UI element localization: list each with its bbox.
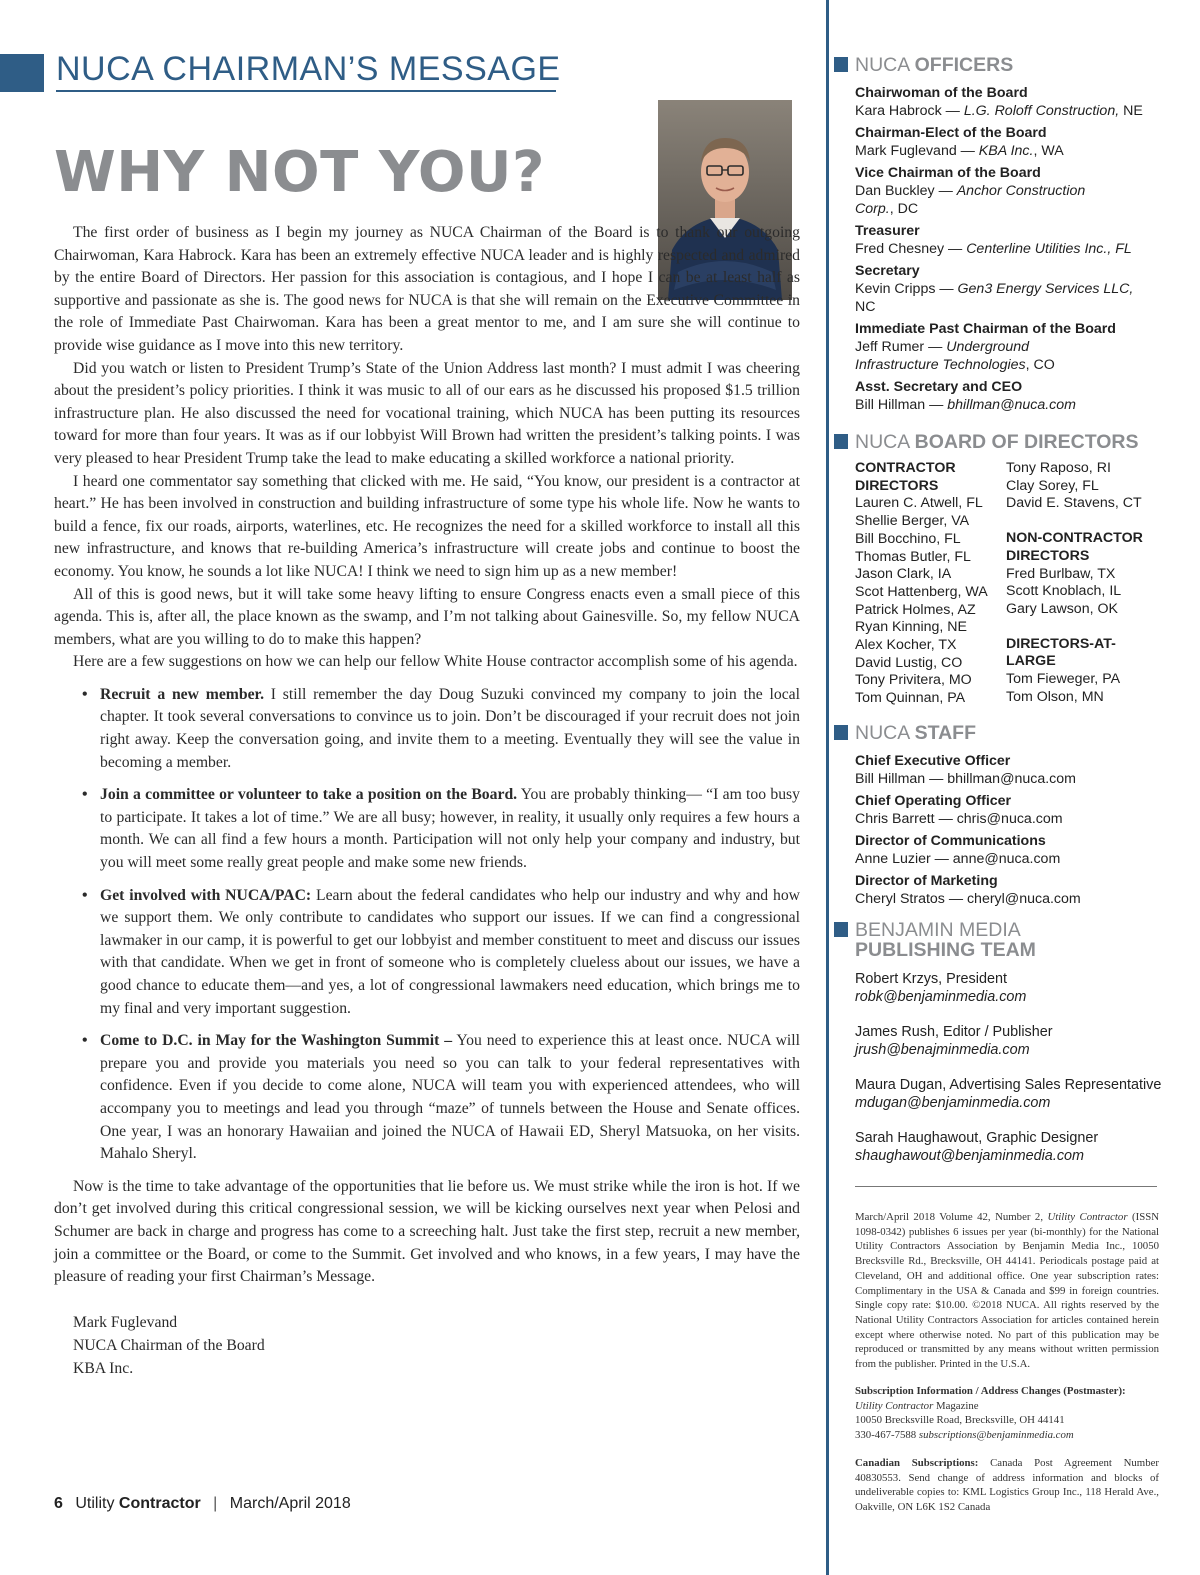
bullet-text: You are probably thinking— “I am too busy to participate. It takes a lot of time.” We are all busy; however, in reality, it usually only requires a few hours a month. We can all find a few hours a month. Participation will not only help your company and industry, but you will meet some really great people and make some new friends. [100, 786, 800, 872]
page-footer [54, 1495, 351, 1513]
officer-org: Gen3 Energy Services LLC, [957, 281, 1134, 297]
officer-name [855, 240, 1155, 258]
bullet-text: I still remember the day Doug Suzuki convinced my company to join the local chapter. It took several conversations to convince us to join. Don’t be discouraged if your recruit does not join right away. Keep the conversation going, and invite them to a meeting. Eventually they will see the value in becoming a member. [100, 685, 800, 771]
subscription-magazine-suffix: Magazine [933, 1399, 979, 1412]
director-name: David Lustig, CO [855, 654, 963, 671]
contractor-directors-column [855, 460, 1005, 708]
member-name: Sarah Haughawout, Graphic Designer [855, 1130, 1099, 1146]
director-name: Bill Bocchino, FL [855, 530, 961, 547]
heading-light: NUCA [855, 431, 910, 453]
officer-role: Vice Chairman of the Board [855, 165, 1041, 181]
heading-bold: BOARD OF DIRECTORS [914, 431, 1139, 453]
subscription-magazine: Utility Contractor [855, 1399, 934, 1412]
list-item [100, 684, 800, 774]
director-name: Clay Sorey, FL [1006, 477, 1099, 494]
suggestion-list [100, 684, 800, 1166]
director-name: Alex Kocher, TX [855, 637, 957, 654]
signature-title: NUCA Chairman of the Board [73, 1336, 265, 1354]
officers-list [855, 85, 1155, 419]
member-email[interactable]: robk@benjaminmedia.com [855, 989, 1027, 1005]
list-item [855, 165, 1155, 218]
director-name: Lauren C. Atwell, FL [855, 495, 983, 512]
officer-org: Anchor Construction Corp. [855, 183, 1086, 217]
bullet-lead: Join a committee or volunteer to take a position on the Board. [100, 786, 518, 804]
section-title: NUCA CHAIRMAN’S MESSAGE [56, 50, 561, 88]
director-name: Tony Raposo, RI [1006, 460, 1111, 476]
heading-marker [834, 725, 848, 740]
director-name: David E. Stavens, CT [1006, 495, 1142, 512]
article-paragraph: I heard one commentator say something that clicked with me. He said, “You know, our president is a contractor at heart.” He has been involved in construction and building infrastructure of some type his whole life. Now he wants to build a fence, fix our roads, airports, waterlines, etc. He recognizes the need for a skilled workforce to install all this new infrastructure, and knows that re-building America’s infrastructure will create jobs and continue to boost the economy. You know, he sounds a lot like NUCA! I think we need to sign him up as a new member! [54, 472, 800, 580]
masthead-text: March/April 2018 Volume 42, Number 2, [855, 1211, 1048, 1223]
subscription-phone: 330-467-7588 [855, 1429, 919, 1442]
contractor-directors-label: CONTRACTOR DIRECTORS [855, 460, 956, 494]
heading-bold: PUBLISHING TEAM [855, 939, 1036, 961]
page-number: 6 [54, 1495, 63, 1512]
publishing-member [855, 1023, 1053, 1059]
officer-org: Centerline Utilities Inc., FL [966, 241, 1132, 257]
staff-list [855, 753, 1155, 913]
list-item [855, 833, 1155, 868]
member-email[interactable]: mdugan@benjaminmedia.com [855, 1095, 1051, 1111]
subscription-address: 10050 Brecksville Road, Brecksville, OH 44141 [855, 1414, 1065, 1427]
director-name: Tony Privitera, MO [855, 672, 972, 689]
board-heading [834, 431, 1139, 454]
publishing-member [855, 1076, 1161, 1112]
subscription-email[interactable]: subscriptions@benjaminmedia.com [918, 1429, 1074, 1442]
bullet-text: You need to experience this at least once. NUCA will prepare you and provide you materials you need so you can talk to your federal representatives with confidence. Even if you decide to come alone, NUCA will team you with experienced attendees, who will accompany you to meetings and lead you through “maze” of tunnels between the House and Senate offices. One year, I was an honorary Hawaiian and joined the NUCA of Hawaii ED, Sheryl Matsuoka, on her visits. Mahalo Sheryl. [100, 1032, 800, 1163]
officer-person: Jeff Rumer — [855, 339, 947, 355]
officers-heading [834, 54, 1013, 77]
article-paragraph: All of this is good news, but it will take some heavy lifting to ensure Congress enacts even a small piece of this agenda. This is, after all, the place known as the swamp, and I’m not talking about Gainesville. So, my fellow NUCA members, what are you willing to do to make this happen? [54, 585, 800, 648]
director-name: Ryan Kinning, NE [855, 619, 967, 636]
list-item [855, 379, 1155, 414]
officer-name [855, 142, 1155, 160]
issue-date: March/April 2018 [229, 1495, 351, 1512]
officer-loc: , WA [1033, 143, 1064, 159]
member-name: James Rush, Editor / Publisher [855, 1024, 1053, 1040]
list-item [100, 784, 800, 874]
noncontractor-directors-label: NON-CONTRACTOR DIRECTORS [1006, 530, 1143, 564]
list-item [855, 263, 1155, 316]
member-email[interactable]: jrush@benajminmedia.com [855, 1042, 1030, 1058]
list-item [855, 85, 1155, 120]
officer-loc: , DC [889, 201, 919, 217]
heading-light: NUCA [855, 54, 910, 76]
director-name: Patrick Holmes, AZ [855, 601, 976, 618]
heading-light: BENJAMIN MEDIA [855, 919, 1021, 941]
canadian-text: Canada Post Agreement Number 40830553. Send change of address information and blocks of undeliverable copies to: KML Logistics Group Inc., 118 Herald Ave., Oakville, ON L6K 1S2 Canada [855, 1457, 1159, 1514]
heading-light: NUCA [855, 722, 910, 744]
member-email[interactable]: shaughawout@benjaminmedia.com [855, 1148, 1084, 1164]
subscription-info [855, 1384, 1159, 1443]
officer-name [855, 338, 1115, 374]
list-item [855, 793, 1155, 828]
list-item [855, 753, 1155, 788]
directors-at-large-list [1006, 671, 1156, 706]
officer-email[interactable]: bhillman@nuca.com [947, 397, 1076, 413]
publishing-heading [834, 920, 1036, 960]
article-paragraph: Here are a few suggestions on how we can help our fellow White House contractor accomplish some of his agenda. [73, 653, 798, 671]
staff-contact: Anne Luzier — anne@nuca.com [855, 851, 1061, 867]
staff-role: Chief Operating Officer [855, 793, 1012, 809]
officer-role: Treasurer [855, 223, 920, 239]
officer-org: Underground Infrastructure Technologies [855, 339, 1030, 373]
officer-name [855, 182, 1095, 218]
officer-role: Secretary [855, 263, 920, 279]
section-title-rule [56, 90, 556, 92]
staff-contact: Chris Barrett — chris@nuca.com [855, 811, 1063, 827]
officer-org: KBA Inc. [978, 143, 1034, 159]
masthead-text: (ISSN 1098-0342) publishes 6 issues per year (bi-monthly) for the National Utility Contractors Association by Benjamin Media Inc., 10050 Brecksville Rd., Brecksville, OH 44141. Periodicals postage paid at Cleveland, OH and additional office. One year subscription rates: Complimentary in the USA & Canada and $99 in foreign countries. Single copy rate: $10.00. ©2018 NUCA. All rights reserved by the National Utility Contractors Association for articles contained herein except where otherwise noted. No part of this publication may be reproduced or transmitted by any means without written permission from the publisher. Printed in the U.S.A. [855, 1211, 1160, 1371]
directors-at-large-label: DIRECTORS-AT-LARGE [1006, 635, 1116, 670]
officer-loc: NC [855, 299, 876, 315]
bullet-lead: Recruit a new member. [100, 685, 264, 703]
list-item [100, 885, 800, 1021]
staff-contact: Cheryl Stratos — cheryl@nuca.com [855, 891, 1081, 907]
officer-loc: , CO [1025, 357, 1055, 373]
masthead-magazine: Utility Contractor [1047, 1211, 1128, 1223]
staff-heading [834, 722, 976, 745]
heading-bold: STAFF [914, 722, 976, 744]
director-name: Jason Clark, IA [855, 566, 952, 583]
officer-person: Fred Chesney — [855, 241, 967, 257]
officer-name [855, 102, 1155, 120]
article-paragraph: The first order of business as I begin my journey as NUCA Chairman of the Board is to thank our outgoing Chairwoman, Kara Habrock. Kara has been an extremely effective NUCA leader and is highly respected and admired by the entire Board of Directors. Her passion for this association is contagious, and I hope I can be at least half as supportive and passionate as she is. The good news for NUCA is that she will remain on the Executive Committee in the role of Immediate Past Chairwoman. Kara has been a great mentor to me, and I am sure she will continue to provide wise guidance as I move into this new territory. [54, 224, 800, 354]
officer-name [855, 396, 1155, 414]
section-marker [0, 54, 44, 92]
bullet-lead: Get involved with NUCA/PAC: [100, 886, 312, 904]
magazine-name-light: Utility [75, 1495, 115, 1512]
bullet-lead: Come to D.C. in May for the Washington Summit – [100, 1032, 453, 1050]
officer-person: Mark Fuglevand — [855, 143, 979, 159]
heading-bold: OFFICERS [914, 54, 1014, 76]
contractor-directors-list [855, 495, 1005, 707]
director-name: Tom Fieweger, PA [1006, 671, 1121, 688]
signature-name: Mark Fuglevand [73, 1313, 178, 1331]
list-item [855, 873, 1155, 908]
officer-person: Kara Habrock — [855, 103, 964, 119]
director-name: Tom Quinnan, PA [855, 690, 966, 707]
list-item [855, 321, 1155, 374]
sidebar-rule [855, 1186, 1157, 1187]
member-name: Robert Krzys, President [855, 971, 1007, 987]
canadian-subscriptions [855, 1456, 1159, 1515]
officer-org: L.G. Roloff Construction, [963, 103, 1120, 119]
staff-role: Director of Marketing [855, 873, 998, 889]
contractor-directors-list-continued [1006, 460, 1156, 513]
officer-role: Immediate Past Chairman of the Board [855, 321, 1116, 337]
officer-person: Dan Buckley — [855, 183, 957, 199]
list-item [855, 125, 1155, 160]
officer-role: Chairman-Elect of the Board [855, 125, 1047, 141]
bullet-text: Learn about the federal candidates who help our industry and why and how we support them. We only contribute to candidates who support our issues. If we can find a congressional lawmaker in our camp, it is powerful to get our lobbyist and member constituent to meet and discuss our issues with that candidate. When we get in front of someone who is completely clueless about our issues, we have a good chance to educate them—and yes, a lot of congressional lawmakers need education, which brings me to my final and very important suggestion. [100, 886, 800, 1017]
magazine-name-bold: Contractor [118, 1495, 201, 1512]
director-name: Tom Olson, MN [1006, 688, 1104, 705]
footer-separator: | [213, 1495, 218, 1512]
officer-name [855, 280, 1155, 316]
officer-person: Kevin Cripps — [855, 281, 958, 297]
member-name: Maura Dugan, Advertising Sales Representative [855, 1077, 1162, 1093]
masthead-notice [855, 1210, 1159, 1372]
signature-block [54, 1311, 800, 1380]
heading-marker [834, 57, 848, 72]
officer-person: Bill Hillman — [855, 397, 948, 413]
signature-company: KBA Inc. [73, 1359, 134, 1377]
staff-role: Director of Communications [855, 833, 1046, 849]
directors-column-right [1006, 460, 1156, 706]
column-divider [826, 0, 829, 1575]
article-paragraph: Did you watch or listen to President Trump’s State of the Union Address last month? I must admit I was cheering about the president’s policy priorities. I think it was music to all of our ears as he discussed his proposed $1.5 trillion infrastructure plan. He also discussed the need for vocational training, which NUCA has been putting its resources toward for more than four years. It was as if our lobbyist Will Brown had written the president’s talking points. I was very pleased to hear President Trump take the lead to make educating a skilled workforce a national priority. [54, 359, 800, 467]
officer-loc: NE [1119, 103, 1143, 119]
director-name: Scot Hattenberg, WA [855, 583, 988, 600]
director-name: Fred Burlbaw, TX [1006, 565, 1116, 582]
staff-role: Chief Executive Officer [855, 753, 1011, 769]
list-item [100, 1030, 800, 1166]
subscription-label: Subscription Information / Address Changes (Postmaster): [855, 1385, 1126, 1397]
director-name: Thomas Butler, FL [855, 548, 971, 565]
headline: WHY NOT YOU? [54, 140, 545, 205]
closing-paragraph: Now is the time to take advantage of the opportunities that lie before us. We must strike while the iron is hot. If we don’t get involved during this critical congressional session, we will be kicking ourselves next year when Pelosi and Schumer are back in charge and progress has come to a screeching halt. Just take the first step, recruit a new member, join a committee or the Board, or come to the Summit. Get involved and who knows, in a few years, I may have the pleasure of reading your first Chairman’s Message. [54, 1177, 800, 1286]
officer-role: Chairwoman of the Board [855, 85, 1028, 101]
publishing-member [855, 970, 1026, 1006]
heading-marker [834, 922, 848, 937]
director-name: Scott Knoblach, IL [1006, 583, 1122, 600]
heading-marker [834, 434, 848, 449]
director-name: Gary Lawson, OK [1006, 600, 1118, 617]
article-body [54, 222, 800, 1380]
director-name: Shellie Berger, VA [855, 513, 970, 530]
list-item [855, 223, 1155, 258]
officer-role: Asst. Secretary and CEO [855, 379, 1023, 395]
publishing-member [855, 1129, 1098, 1165]
staff-contact: Bill Hillman — bhillman@nuca.com [855, 771, 1076, 787]
canadian-label: Canadian Subscriptions: [855, 1457, 979, 1469]
noncontractor-directors-list [1006, 566, 1156, 619]
